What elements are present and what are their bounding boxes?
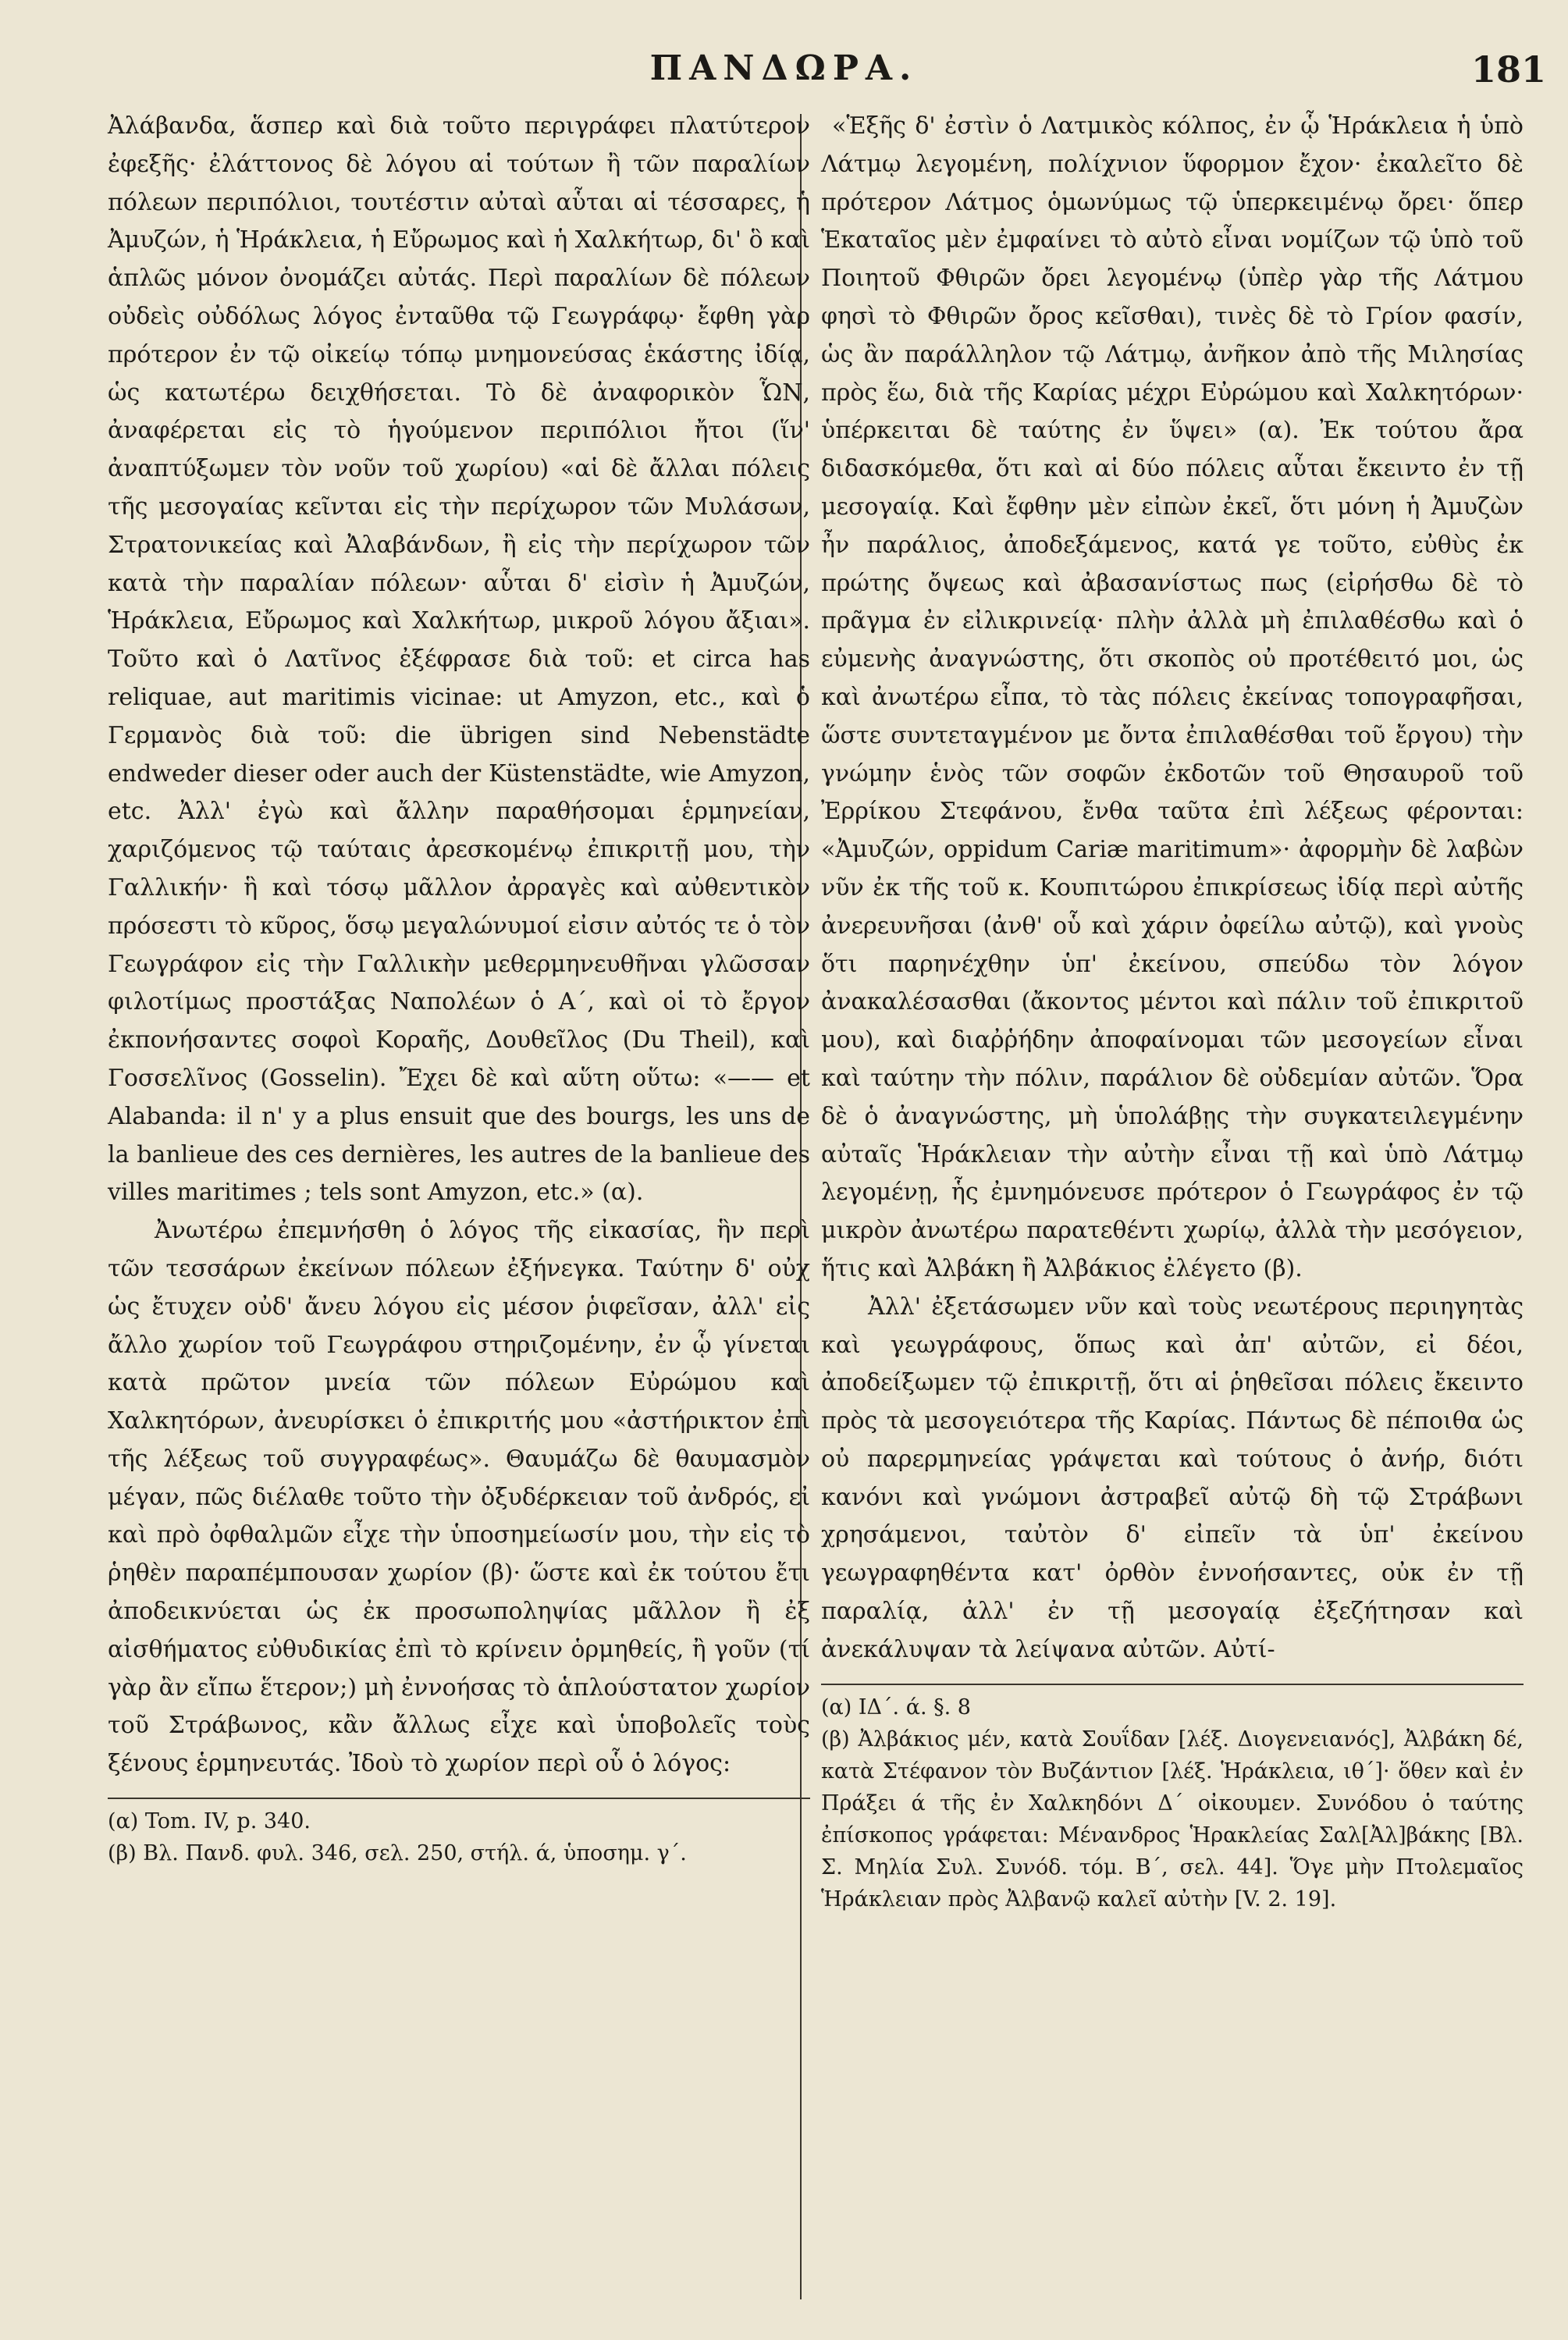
footnote: (α) Tom. IV, p. 340. — [108, 1809, 311, 1834]
right-paragraph: Ἀλλ' ἐξετάσωμεν νῦν καὶ τοὺς νεωτέρους περιηγητὰς καὶ γεωγράφους, ὅπως καὶ ἀπ' αὐτῶν, εἰ δέοι, ἀποδείξωμεν τῷ ἐπικριτῇ, ὅτι αἱ ῥηθεῖσαι πόλεις ἔκειντο πρὸς τὰ μεσογειότερα τῆς Καρίας. Πάντως δὲ πέποιθα ὡς οὐ παρερμηνείας γράψεται καὶ τούτους ὁ ἀνήρ, διότι κανόνι καὶ γνώμονι ἀστραβεῖ αὐτῷ δὴ τῷ Στράβωνι χρησάμενοι, ταὐτὸν δ' εἰπεῖν τὰ ὑπ' ἐκείνου γεωγραφηθέντα κατ' ὀρθὸν ἐννοήσαντες, οὐκ ἐν τῇ παραλίᾳ, ἀλλ' ἐν τῇ μεσογαίᾳ ἐξεζήτησαν καὶ ἀνεκάλυψαν τὰ λείψανα αὐτῶν. Αὐτί- — [821, 1293, 1524, 1663]
footnote: (β) Βλ. Πανδ. φυλ. 346, σελ. 250, στήλ. ά, ὑποσημ. γ΄. — [108, 1841, 687, 1866]
footnote: (α) ΙΔ΄. ά. §. 8 — [821, 1695, 971, 1719]
running-title: ΠΑΝΔΩΡΑ. — [649, 48, 919, 88]
right-column-body — [821, 108, 1524, 1670]
left-footnotes — [108, 1799, 810, 1869]
right-column — [821, 108, 1524, 1915]
left-column — [108, 108, 810, 1869]
running-head — [0, 48, 1568, 103]
footnote: (β) Ἀλβάκιος μέν, κατὰ Σουΐδαν [λέξ. Διογενειανός], Ἀλβάκη δέ, κατὰ Στέφανον τὸν Βυζάντιον [λέξ. Ἡράκλεια, ιθ΄]· ὅθεν καὶ ἐν Πράξει ά τῆς ἐν Χαλκηδόνι Δ΄ οἰκουμεν. Συνόδου ὁ ταύτης ἐπίσκοπος γράφεται: Μένανδρος Ἡρακλείας Σαλ[Ἀλ]βάκης [Βλ. Σ. Μηλία Συλ. Συνόδ. τόμ. Β΄, σελ. 44]. Ὅγε μὴν Πτολεμαῖος Ἡράκλειαν πρὸς Ἀλβανῷ καλεῖ αὐτὴν [V. 2. 19]. — [821, 1727, 1524, 1911]
left-paragraph: Ἀνωτέρω ἐπεμνήσθη ὁ λόγος τῆς εἰκασίας, ἣν περὶ τῶν τεσσάρων ἐκείνων πόλεων ἐξήνεγκα. Ταύτην δ' οὐχ ὡς ἔτυχεν οὐδ' ἄνευ λόγου εἰς μέσον ῥιφεῖσαν, ἀλλ' εἰς ἄλλο χωρίον τοῦ Γεωγράφου στηριζομένην, ἐν ᾧ γίνεται κατὰ πρῶτον μνεία τῶν πόλεων Εὐρώμου καὶ Χαλκητόρων, ἀνευρίσκει ὁ ἐπικριτής μου «ἀστήρικτον ἐπὶ τῆς λέξεως τοῦ συγγραφέως». Θαυμάζω δὲ θαυμασμὸν μέγαν, πῶς διέλαθε τοῦτο τὴν ὀξυδέρκειαν τοῦ ἀνδρός, εἰ καὶ πρὸ ὀφθαλμῶν εἶχε τὴν ὑποσημείωσίν μου, τὴν εἰς τὸ ῥηθὲν παραπέμπουσαν χωρίον (β)· ὥστε καὶ ἐκ τούτου ἔτι ἀποδεικνύεται ὡς ἐκ προσωποληψίας μᾶλλον ἢ ἐξ αἰσθήματος εὐθυδικίας ἐπὶ τὸ κρίνειν ὁρμηθείς, ἢ γοῦν (τί γὰρ ἂν εἴπω ἕτερον;) μὴ ἐννοήσας τὸ ἁπλούστατον χωρίον τοῦ Στράβωνος, κἂν ἄλλως εἶχε καὶ ὑποβολεῖς τοὺς ξένους ἑρμηνευτάς. Ἰδοὺ τὸ χωρίον περὶ οὗ ὁ λόγος: — [108, 1217, 810, 1778]
page-number: 181 — [1470, 48, 1546, 91]
right-paragraph: «Ἑξῆς δ' ἐστὶν ὁ Λατμικὸς κόλπος, ἐν ᾧ Ἡράκλεια ἡ ὑπὸ Λάτμῳ λεγομένη, πολίχνιον ὕφορμον ἔχον· ἐκαλεῖτο δὲ πρότερον Λάτμος ὁμωνύμως τῷ ὑπερκειμένῳ ὄρει· ὅπερ Ἑκαταῖος μὲν ἐμφαίνει τὸ αὐτὸ εἶναι νομίζων τῷ ὑπὸ τοῦ Ποιητοῦ Φθιρῶν ὄρει λεγομένῳ (ὑπὲρ γὰρ τῆς Λάτμου φησὶ τὸ Φθιρῶν ὄρος κεῖσθαι), τινὲς δὲ τὸ Γρίον φασίν, ὡς ἂν παράλληλον τῷ Λάτμῳ, ἀνῆκον ἀπὸ τῆς Μιλησίας πρὸς ἕω, διὰ τῆς Καρίας μέχρι Εὐρώμου καὶ Χαλκητόρων· ὑπέρκειται δὲ ταύτης ἐν ὕψει» (α). Ἐκ τούτου ἄρα διδασκόμεθα, ὅτι καὶ αἱ δύο πόλεις αὗται ἔκειντο ἐν τῇ μεσογαίᾳ. Καὶ ἔφθην μὲν εἰπὼν ἐκεῖ, ὅτι μόνη ἡ Ἀμυζὼν ἦν παράλιος, ἀποδεξάμενος, κατά γε τοῦτο, εὐθὺς ἐκ πρώτης ὄψεως καὶ ἀβασανίστως πως (εἰρήσθω δὲ τὸ πρᾶγμα ἐν εἰλικρινείᾳ· πλὴν ἀλλὰ μὴ ἐπιλαθέσθω καὶ ὁ εὐμενὴς ἀναγνώστης, ὅτι σκοπὸς οὐ προτέθειτό μοι, ὡς καὶ ἀνωτέρω εἶπα, τὸ τὰς πόλεις ἐκείνας τοπογραφῆσαι, ὥστε συντεταγμένον με ὄντα ἐπιλαθέσθαι τοῦ ἔργου) τὴν γνώμην ἑνὸς τῶν σοφῶν ἐκδοτῶν τοῦ Θησαυροῦ τοῦ Ἐρρίκου Στεφάνου, ἔνθα ταῦτα ἐπὶ λέξεως φέρονται: «Ἀμυζών, oppidum Cariæ maritimum»· ἀφορμὴν δὲ λαβὼν νῦν ἐκ τῆς τοῦ κ. Κουπιτώρου ἐπικρίσεως ἰδίᾳ περὶ αὐτῆς ἀνερευνῆσαι (ἀνθ' οὗ καὶ χάριν ὀφείλω αὐτῷ), καὶ γνοὺς ὅτι παρηνέχθην ὑπ' ἐκείνου, σπεύδω τὸν λόγον ἀνακαλέσασθαι (ἄκοντος μέντοι καὶ πάλιν τοῦ ἐπικριτοῦ μου), καὶ διαῤῥήδην ἀποφαίνομαι τῶν μεσογείων εἶναι καὶ ταύτην τὴν πόλιν, παράλιον δὲ οὐδεμίαν αὐτῶν. Ὅρα δὲ ὁ ἀναγνώστης, μὴ ὑπολάβῃς τὴν συγκατειλεγμένην αὐταῖς Ἡράκλειαν τὴν αὐτὴν εἶναι τῇ καὶ ὑπὸ Λάτμῳ λεγομένῃ, ἧς ἐμνημόνευσε πρότερον ὁ Γεωγράφος ἐν τῷ μικρὸν ἀνωτέρω παρατεθέντι χωρίῳ, ἀλλὰ τὴν μεσόγειον, ἥτις καὶ Ἀλβάκη ἢ Ἀλβάκιος ἐλέγετο (β). — [821, 112, 1524, 1282]
left-column-body — [108, 108, 810, 1783]
right-footnotes — [821, 1685, 1524, 1915]
left-paragraph: Ἀλάβανδα, ἅσπερ καὶ διὰ τοῦτο περιγράφει πλατύτερον ἐφεξῆς· ἐλάττονος δὲ λόγου αἱ τούτων ἢ τῶν παραλίων πόλεων περιπόλιοι, τουτέστιν αὐταὶ αὗται αἱ τέσσαρες, ἡ Ἀμυζών, ἡ Ἡράκλεια, ἡ Εὔρωμος καὶ ἡ Χαλκήτωρ, δι' ὃ καὶ ἁπλῶς μόνον ὀνομάζει αὐτάς. Περὶ παραλίων δὲ πόλεων οὐδεὶς οὐδόλως λόγος ἐνταῦθα τῷ Γεωγράφῳ· ἔφθη γὰρ πρότερον ἐν τῷ οἰκείῳ τόπῳ μνημονεύσας ἑκάστης ἰδίᾳ, ὡς κατωτέρω δειχθήσεται. Τὸ δὲ ἀναφορικὸν ὯΝ, ἀναφέρεται εἰς τὸ ἡγούμενον περιπόλιοι ἤτοι (ἵν' ἀναπτύξωμεν τὸν νοῦν τοῦ χωρίου) «αἱ δὲ ἄλλαι πόλεις τῆς μεσογαίας κεῖνται εἰς τὴν περίχωρον τῶν Μυλάσων, Στρατονικείας καὶ Ἀλαβάνδων, ἢ εἰς τὴν περίχωρον τῶν κατὰ τὴν παραλίαν πόλεων· αὗται δ' εἰσὶν ἡ Ἀμυζών, Ἡράκλεια, Εὔρωμος καὶ Χαλκήτωρ, μικροῦ λόγου ἄξιαι». Τοῦτο καὶ ὁ Λατῖνος ἐξέφρασε διὰ τοῦ: et circa has reliquae, aut maritimis vicinae: ut Amyzon, etc., καὶ ὁ Γερμανὸς διὰ τοῦ: die übrigen sind Nebenstädte endweder dieser oder auch der Küstenstädte, wie Amyzon, etc. Ἀλλ' ἐγὼ καὶ ἄλλην παραθήσομαι ἑρμηνείαν, χαριζόμενος τῷ ταύταις ἀρεσκομένῳ ἐπικριτῇ μου, τὴν Γαλλικήν· ἣ καὶ τόσῳ μᾶλλον ἀρραγὲς καὶ αὐθεντικὸν πρόσεστι τὸ κῦρος, ὅσῳ μεγαλώνυμοί εἰσιν αὐτός τε ὁ τὸν Γεωγράφον εἰς τὴν Γαλλικὴν μεθερμηνευθῆναι γλῶσσαν φιλοτίμως προστάξας Ναπολέων ὁ Α΄, καὶ οἱ τὸ ἔργον ἐκπονήσαντες σοφοὶ Κοραῆς, Δουθεῖλος (Du Theil), καὶ Γοσσελῖνος (Gosselin). Ἔχει δὲ καὶ αὕτη οὕτω: «—— et Alabanda: il n' y a plus ensuit que des bourgs, les uns de la banlieue des ces dernières, les autres de la banlieue des villes maritimes ; tels sont Amyzon, etc.» (α). — [108, 112, 810, 1207]
